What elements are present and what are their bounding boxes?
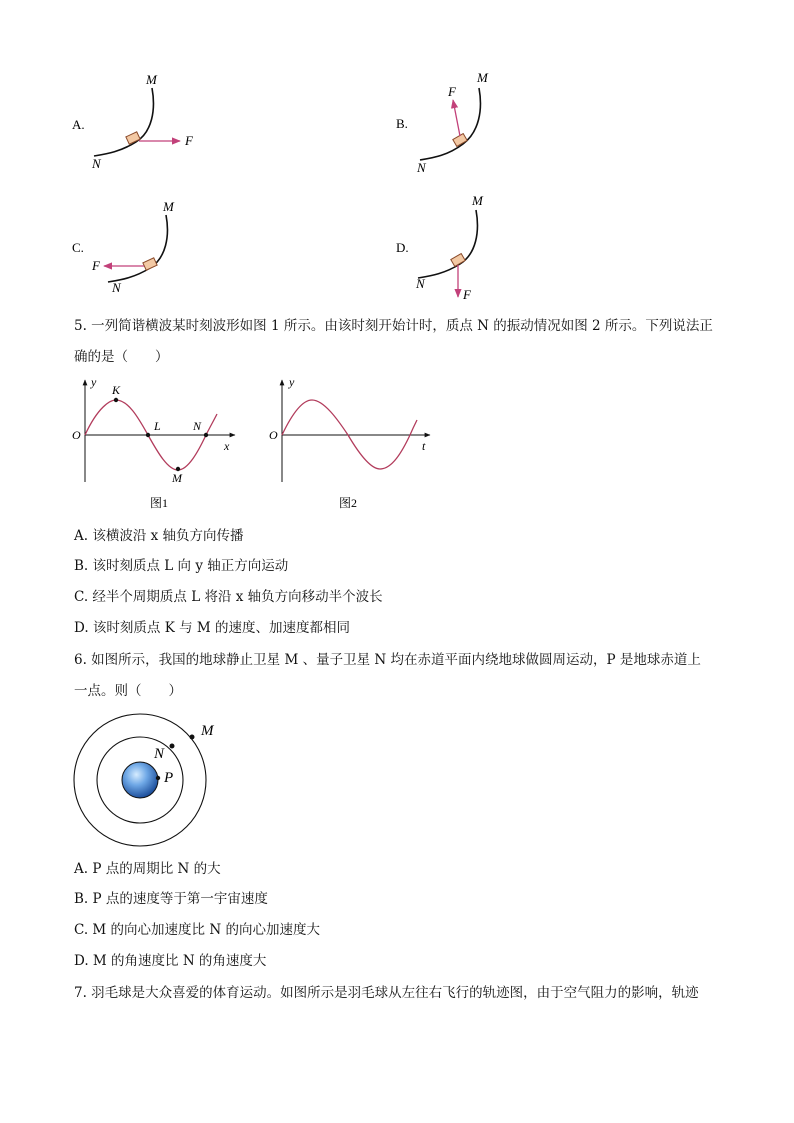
point-n-label: N [92,156,101,171]
origin-label: O [269,428,278,442]
q5-option-c[interactable]: C. 经半个周期质点 L 将沿 x 轴负方向移动半个波长 [74,589,383,605]
axis-t-label: t [422,439,426,453]
earth-icon [122,762,158,798]
point-m-label: M [172,471,182,485]
q6-orbit-figure [66,712,226,848]
q6-option-a[interactable]: A. P 点的周期比 N 的大 [74,861,221,877]
point-p-dot [156,776,160,780]
figure-1-caption: 图1 [150,496,169,510]
satellite-n-dot [170,744,175,749]
satellite-n-label: N [154,746,165,762]
q6-option-d[interactable]: D. M 的角速度比 N 的角速度大 [74,953,267,969]
axis-y-label: y [91,375,97,389]
point-m-label: M [146,72,157,87]
q6-option-b[interactable]: B. P 点的速度等于第一宇宙速度 [74,891,268,907]
block-icon [126,132,140,144]
q5-option-b[interactable]: B. 该时刻质点 L 向 y 轴正方向运动 [74,558,289,574]
force-f-label: F [448,84,456,99]
point-l-label: L [154,419,161,433]
q6-stem-line-2: 一点。则（ ） [74,683,182,699]
option-c-figure [72,199,175,295]
q5-stem-line-2: 确的是（ ） [74,349,169,365]
point-m-label: M [472,193,483,208]
wave-figure-1 [72,375,235,510]
point-m-label: M [163,199,174,214]
option-a-figure [72,72,194,171]
point-n-label: N [416,276,425,291]
point-n-label: N [112,280,121,295]
point-k-dot [114,398,118,402]
origin-label: O [72,428,81,442]
curve-path-icon [108,215,167,282]
option-b-figure [396,70,489,175]
point-l-dot [146,433,150,437]
q6-stem-line-1: 6. 如图所示，我国的地球静止卫星 M 、量子卫星 N 均在赤道平面内绕地球做圆周运动，P 是地球赤道上 [74,652,701,668]
wave-figure-2 [269,375,430,510]
point-n-dot [204,433,208,437]
figure-2-caption: 图2 [339,496,358,510]
point-n-label: N [417,160,426,175]
force-arrow-icon [453,100,460,136]
q7-stem-line-1: 7. 羽毛球是大众喜爱的体育运动。如图所示是羽毛球从左往右飞行的轨迹图，由于空气阻力的影响，轨迹 [74,985,699,1001]
axis-x-label: x [224,439,230,453]
option-b-label: B. [396,116,408,131]
block-icon [451,254,465,267]
point-m-label: M [477,70,488,85]
q5-option-a[interactable]: A. 该横波沿 x 轴负方向传播 [74,528,244,544]
force-f-label: F [92,258,100,273]
axis-y-label: y [289,375,295,389]
option-a-label: A. [72,117,85,132]
q6-option-c[interactable]: C. M 的向心加速度比 N 的向心加速度大 [74,922,320,938]
q4-options-figure [0,60,794,310]
force-f-label: F [463,287,471,302]
curve-path-icon [94,88,153,156]
option-d-label: D. [396,240,409,255]
q5-figures [60,372,450,517]
q5-option-d[interactable]: D. 该时刻质点 K 与 M 的速度、加速度都相同 [74,620,350,636]
satellite-m-dot [190,735,195,740]
point-k-label: K [112,383,121,397]
point-n-label: N [193,419,202,433]
option-c-label: C. [72,240,84,255]
block-icon [143,258,157,270]
option-d-figure [396,193,484,302]
q5-stem-line-1: 5. 一列简谐横波某时刻波形如图 1 所示。由该时刻开始计时，质点 N 的振动情况如图 2 所示。下列说法正 [74,318,713,334]
satellite-m-label: M [201,723,214,739]
point-p-label: P [164,770,174,786]
force-f-label: F [185,133,193,148]
curve-path-icon [418,210,477,278]
